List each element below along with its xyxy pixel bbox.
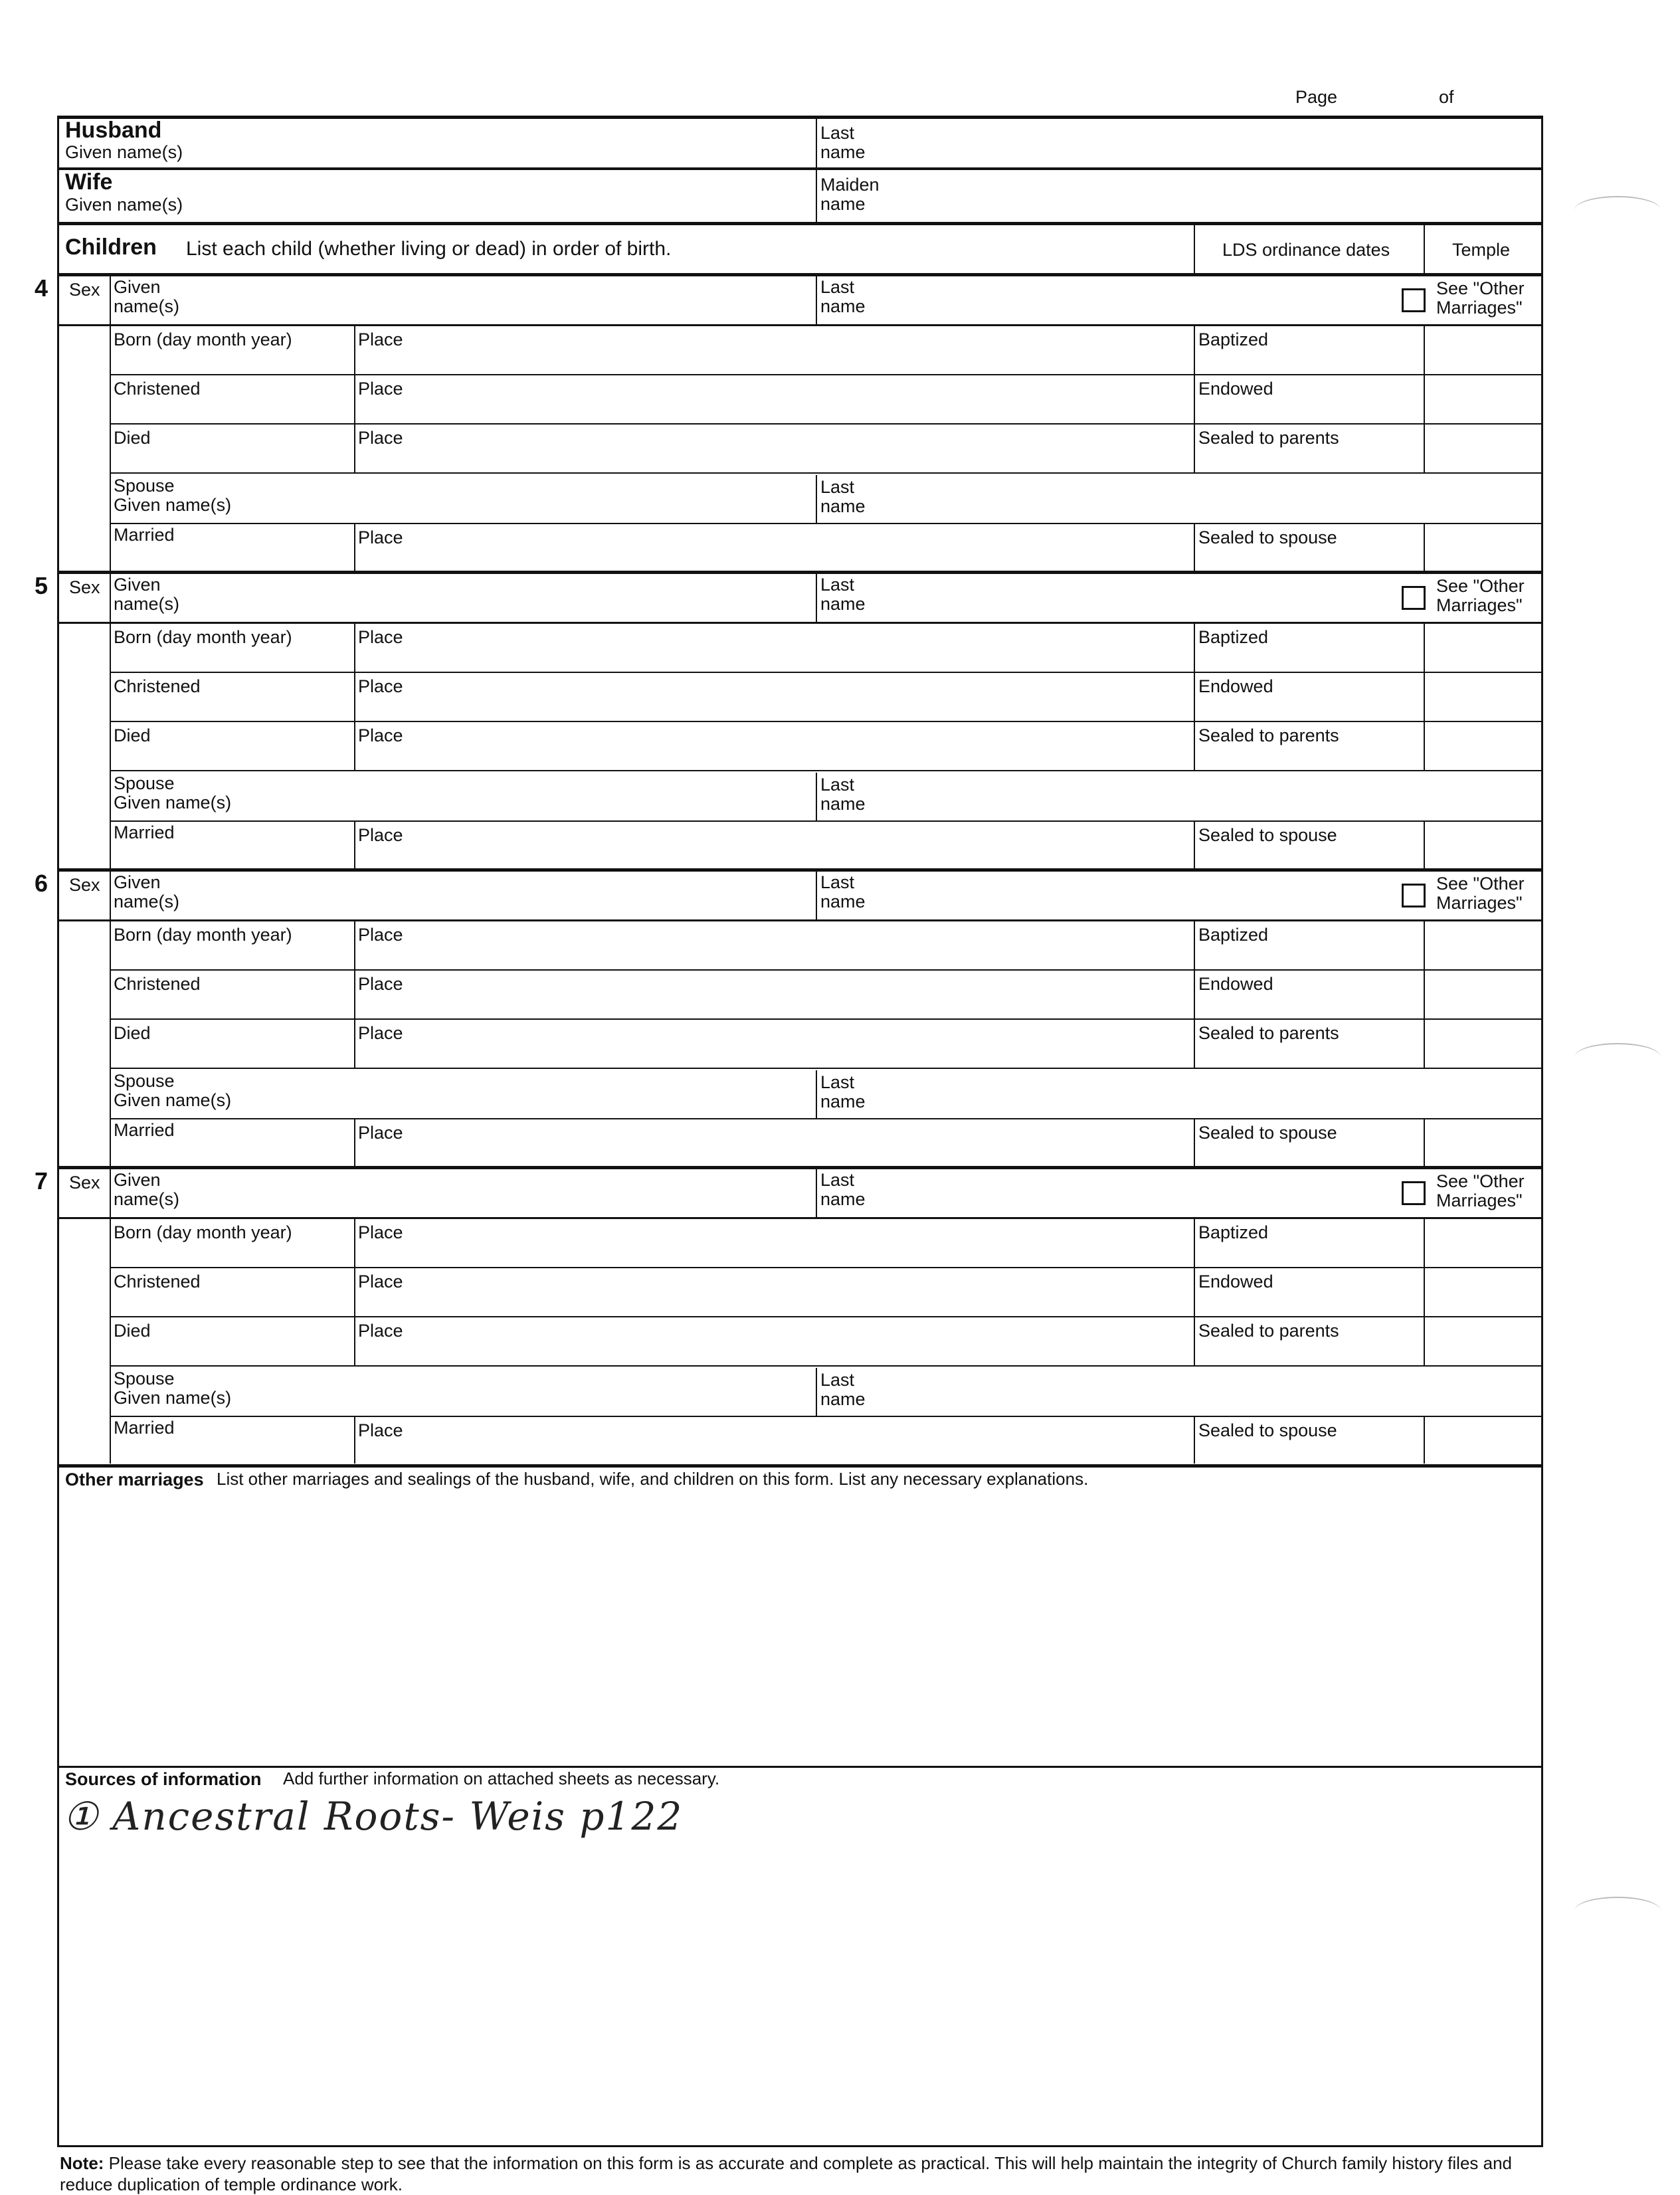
place-divider [354, 1219, 355, 1367]
child-number: 7 [35, 1167, 48, 1194]
child-married-place-field[interactable] [359, 1440, 1189, 1462]
child-sealed-to-spouse-date-field[interactable] [1198, 547, 1419, 569]
place-divider [354, 524, 355, 571]
child-sealed-to-spouse-temple-field[interactable] [1428, 1417, 1538, 1462]
child-baptized-temple-field[interactable] [1428, 624, 1538, 670]
child-sex-label: Sex [69, 280, 100, 300]
child-last-field[interactable] [890, 574, 1395, 620]
form-right-border [1541, 116, 1543, 2147]
row-divider [110, 1267, 1541, 1268]
child-given-label: Given name(s) [114, 277, 180, 316]
row-divider [110, 721, 1541, 722]
child-died-place-label: Place [358, 428, 403, 448]
child-christened-place-label: Place [358, 1272, 403, 1291]
child-died-place-field[interactable] [359, 1341, 1189, 1364]
child-spouse-label: Spouse Given name(s) [114, 476, 232, 515]
child-name-divider [816, 574, 817, 622]
see-other-marriages-checkbox[interactable] [1402, 586, 1426, 610]
child-given-field[interactable] [193, 276, 810, 323]
child-died-place-label: Place [358, 1321, 403, 1341]
husband-bottom-border [57, 167, 1543, 170]
child-born-place-label: Place [358, 925, 403, 945]
child-christened-place-field[interactable] [359, 1292, 1189, 1315]
child-baptized-temple-field[interactable] [1428, 326, 1538, 373]
child-born-date-field[interactable] [114, 648, 350, 670]
child-died-date-field[interactable] [114, 1044, 350, 1066]
row-divider [110, 423, 1541, 425]
child-endowed-label: Endowed [1198, 1272, 1273, 1291]
child-born-date-field[interactable] [114, 350, 350, 373]
child-married-place-label: Place [358, 1123, 403, 1143]
lds-divider [1194, 822, 1195, 868]
husband-given-label: Given name(s) [65, 142, 183, 162]
row-divider [110, 374, 1541, 375]
child-sealed-to-parents-date-field[interactable] [1198, 1341, 1419, 1364]
row-divider [110, 472, 1541, 474]
row-divider [110, 523, 1541, 524]
note-title: Note: [60, 2153, 104, 2173]
row-divider [110, 1365, 1541, 1367]
child-endowed-temple-field[interactable] [1428, 375, 1538, 422]
child-baptized-date-field[interactable] [1198, 1243, 1419, 1266]
child-baptized-label: Baptized [1198, 330, 1269, 349]
child-sealed-to-parents-label: Sealed to parents [1198, 1321, 1339, 1341]
child-married-place-field[interactable] [359, 844, 1189, 867]
temple-divider [1424, 624, 1425, 771]
child-sealed-to-parents-temple-field[interactable] [1428, 722, 1538, 769]
child-spouse-label: Spouse Given name(s) [114, 1369, 232, 1408]
child-married-date-field[interactable] [114, 1142, 350, 1165]
child-endowed-temple-field[interactable] [1428, 673, 1538, 719]
child-born-label: Born (day month year) [114, 330, 292, 349]
child-spouse-label: Spouse Given name(s) [114, 773, 232, 812]
child-born-place-field[interactable] [359, 1243, 1189, 1266]
child-christened-place-field[interactable] [359, 399, 1189, 422]
place-divider [354, 1417, 355, 1464]
lds-divider [1194, 524, 1195, 571]
child-given-label: Given name(s) [114, 575, 180, 614]
child-died-label: Died [114, 1321, 151, 1341]
child-born-place-field[interactable] [359, 648, 1189, 670]
lds-divider [1194, 1219, 1195, 1367]
child-baptized-label: Baptized [1198, 925, 1269, 945]
child-died-date-field[interactable] [114, 1341, 350, 1364]
child-sex-label: Sex [69, 577, 100, 597]
child-christened-place-label: Place [358, 379, 403, 399]
form-left-border [57, 116, 59, 2147]
child-spouse-last-label: Last name [820, 775, 866, 814]
child-last-label: Last name [820, 575, 866, 614]
child-died-place-field[interactable] [359, 1044, 1189, 1066]
child-endowed-temple-field[interactable] [1428, 1268, 1538, 1315]
child-died-date-field[interactable] [114, 448, 350, 471]
temple-divider [1424, 921, 1425, 1069]
lds-divider [1194, 1119, 1195, 1166]
child-endowed-date-field[interactable] [1198, 995, 1419, 1017]
child-given-label: Given name(s) [114, 872, 180, 911]
child-endowed-date-field[interactable] [1198, 1292, 1419, 1315]
child-christened-place-label: Place [358, 676, 403, 696]
child-given-field[interactable] [193, 872, 810, 918]
child-spouse-last-label: Last name [820, 477, 866, 516]
child-last-field[interactable] [890, 872, 1395, 918]
child-sealed-to-spouse-date-field[interactable] [1198, 1440, 1419, 1462]
child-spouse-last-label: Last name [820, 1072, 866, 1111]
place-divider [354, 326, 355, 474]
row-divider [110, 1018, 1541, 1020]
temple-divider [1424, 524, 1425, 571]
form-bottom-border [57, 2145, 1543, 2147]
sources-field[interactable] [61, 1794, 1539, 2139]
footer-note [60, 2152, 1548, 2195]
child-died-label: Died [114, 725, 151, 745]
spouse-name-divider [816, 1368, 817, 1416]
place-divider [354, 1119, 355, 1166]
see-other-marriages-checkbox[interactable] [1402, 288, 1426, 312]
child-died-place-label: Place [358, 1023, 403, 1043]
see-other-marriages-checkbox[interactable] [1402, 1181, 1426, 1205]
child-baptized-temple-field[interactable] [1428, 1219, 1538, 1266]
temple-divider [1424, 1219, 1425, 1367]
child-baptized-label: Baptized [1198, 627, 1269, 647]
row-divider [110, 672, 1541, 673]
child-baptized-date-field[interactable] [1198, 350, 1419, 373]
husband-last-field[interactable] [890, 120, 1535, 166]
lds-divider [1194, 326, 1195, 474]
child-name-divider [816, 872, 817, 919]
child-sealed-to-spouse-temple-field[interactable] [1428, 822, 1538, 867]
child-sealed-to-parents-label: Sealed to parents [1198, 725, 1339, 745]
child-endowed-label: Endowed [1198, 974, 1273, 994]
child-sealed-to-parents-temple-field[interactable] [1428, 1317, 1538, 1364]
child-sealed-to-parents-date-field[interactable] [1198, 448, 1419, 471]
row-divider [110, 1416, 1541, 1417]
child-died-date-field[interactable] [114, 746, 350, 769]
sources-instruction: Add further information on attached sheets as necessary. [283, 1768, 720, 1788]
spouse-name-divider [816, 1070, 817, 1118]
child-endowed-temple-field[interactable] [1428, 971, 1538, 1017]
sources-title: Sources of information [65, 1769, 262, 1789]
child-sealed-to-spouse-label: Sealed to spouse [1198, 1420, 1337, 1440]
temple-divider [1424, 822, 1425, 868]
child-married-place-label: Place [358, 1420, 403, 1440]
child-baptized-label: Baptized [1198, 1222, 1269, 1242]
temple-header-divider [1424, 225, 1425, 273]
temple-divider [1424, 1119, 1425, 1166]
child-given-field[interactable] [193, 1169, 810, 1216]
child-born-place-label: Place [358, 330, 403, 349]
child-born-place-label: Place [358, 627, 403, 647]
place-divider [354, 921, 355, 1069]
see-other-marriages-label: See "Other Marriages" [1436, 278, 1525, 318]
husband-given-field[interactable] [199, 120, 810, 166]
children-instruction: List each child (whether living or dead) in order of birth. [186, 238, 672, 260]
child-spouse-given-field[interactable] [279, 773, 810, 819]
child-last-field[interactable] [890, 276, 1395, 323]
page-label: Page [1295, 87, 1338, 107]
see-other-marriages-label: See "Other Marriages" [1436, 1171, 1525, 1210]
temple-divider [1424, 1417, 1425, 1464]
child-name-divider [816, 276, 817, 324]
husband-divider [816, 118, 817, 167]
child-born-place-label: Place [358, 1222, 403, 1242]
place-divider [354, 624, 355, 771]
note-text: Please take every reasonable step to see that the information on this form is as accurate and complete as practical. This will help maintain the integrity of Church family history files and reduce duplication of temple ordinance work. [60, 2153, 1513, 2194]
wife-bottom-border [57, 222, 1543, 225]
child-sealed-to-spouse-date-field[interactable] [1198, 1142, 1419, 1165]
lds-divider [1194, 1417, 1195, 1464]
lds-divider [1194, 921, 1195, 1069]
child-sex-label: Sex [69, 875, 100, 895]
place-divider [354, 822, 355, 868]
children-title: Children [65, 235, 157, 260]
child-born-place-field[interactable] [359, 945, 1189, 968]
wife-given-label: Given name(s) [65, 195, 183, 215]
child-died-label: Died [114, 1023, 151, 1043]
child-married-place-field[interactable] [359, 1142, 1189, 1165]
spouse-name-divider [816, 475, 817, 523]
other-marriages-title: Other marriages [65, 1470, 204, 1489]
husband-last-label: Last name [820, 123, 866, 162]
lds-ordinance-dates-label: LDS ordinance dates [1222, 240, 1390, 260]
other-marriages-instruction: List other marriages and sealings of the husband, wife, and children on this form. List any necessary explanations. [217, 1469, 1089, 1489]
lds-header-divider [1194, 225, 1195, 273]
child-endowed-date-field[interactable] [1198, 399, 1419, 422]
child-given-field[interactable] [193, 574, 810, 620]
child-born-label: Born (day month year) [114, 627, 292, 647]
child-spouse-last-field[interactable] [890, 475, 1535, 522]
child-sealed-to-spouse-temple-field[interactable] [1428, 1119, 1538, 1165]
child-christened-date-field[interactable] [114, 995, 350, 1017]
child-married-place-label: Place [358, 527, 403, 547]
wife-given-field[interactable] [199, 171, 810, 221]
child-sealed-to-spouse-label: Sealed to spouse [1198, 825, 1337, 845]
child-spouse-last-field[interactable] [890, 1070, 1535, 1117]
child-spouse-last-field[interactable] [890, 773, 1535, 819]
child-spouse-given-field[interactable] [279, 1070, 810, 1117]
child-christened-label: Christened [114, 974, 201, 994]
husband-title: Husband [65, 118, 162, 143]
child-died-label: Died [114, 428, 151, 448]
paper-edge-mark [1574, 1043, 1661, 1071]
child-christened-label: Christened [114, 379, 201, 399]
child-number: 5 [35, 572, 48, 599]
child-sealed-to-parents-temple-field[interactable] [1428, 1020, 1538, 1066]
child-last-field[interactable] [890, 1169, 1395, 1216]
child-last-label: Last name [820, 872, 866, 911]
row-divider [110, 770, 1541, 771]
row-divider [57, 1217, 1541, 1219]
child-married-date-field[interactable] [114, 1440, 350, 1462]
child-spouse-last-label: Last name [820, 1370, 866, 1409]
child-endowed-label: Endowed [1198, 676, 1273, 696]
child-married-label: Married [114, 525, 175, 545]
child-number: 4 [35, 274, 48, 302]
see-other-marriages-label: See "Other Marriages" [1436, 576, 1525, 615]
child-sealed-to-parents-label: Sealed to parents [1198, 1023, 1339, 1043]
child-sealed-to-spouse-label: Sealed to spouse [1198, 527, 1337, 547]
other-marriages-field[interactable] [61, 1495, 1539, 1761]
child-born-date-field[interactable] [114, 1243, 350, 1266]
row-divider [110, 820, 1541, 822]
child-baptized-date-field[interactable] [1198, 945, 1419, 968]
child-last-label: Last name [820, 277, 866, 316]
child-christened-date-field[interactable] [114, 697, 350, 719]
child-born-place-field[interactable] [359, 350, 1189, 373]
lds-divider [1194, 624, 1195, 771]
child-christened-place-label: Place [358, 974, 403, 994]
child-name-divider [816, 1169, 817, 1217]
see-other-marriages-checkbox[interactable] [1402, 884, 1426, 907]
child-sealed-to-spouse-date-field[interactable] [1198, 844, 1419, 867]
child-married-label: Married [114, 822, 175, 842]
child-born-date-field[interactable] [114, 945, 350, 968]
child-number: 6 [35, 870, 48, 897]
child-spouse-given-field[interactable] [279, 1368, 810, 1414]
child-sealed-to-parents-temple-field[interactable] [1428, 425, 1538, 471]
child-christened-label: Christened [114, 1272, 201, 1291]
child-married-date-field[interactable] [114, 844, 350, 867]
child-sealed-to-spouse-label: Sealed to spouse [1198, 1123, 1337, 1143]
paper-edge-mark [1574, 1897, 1661, 1925]
form-top-border [57, 116, 1543, 119]
sources-top-border [57, 1766, 1543, 1768]
child-given-label: Given name(s) [114, 1170, 180, 1209]
row-divider [110, 1068, 1541, 1069]
child-sealed-to-parents-date-field[interactable] [1198, 746, 1419, 769]
temple-divider [1424, 326, 1425, 474]
child-sealed-to-spouse-temple-field[interactable] [1428, 524, 1538, 569]
child-last-label: Last name [820, 1170, 866, 1209]
child-endowed-label: Endowed [1198, 379, 1273, 399]
child-married-label: Married [114, 1120, 175, 1140]
child-married-place-field[interactable] [359, 547, 1189, 569]
wife-divider [816, 170, 817, 223]
wife-maiden-field[interactable] [890, 171, 1535, 221]
child-spouse-last-field[interactable] [890, 1368, 1535, 1414]
child-christened-label: Christened [114, 676, 201, 696]
child-born-label: Born (day month year) [114, 1222, 292, 1242]
sources-handwritten-entry: ① Ancestral Roots- Weis p122 [63, 1794, 684, 1839]
wife-title: Wife [65, 169, 113, 195]
row-divider [57, 919, 1541, 921]
spouse-name-divider [816, 773, 817, 820]
child-christened-date-field[interactable] [114, 399, 350, 422]
row-divider [57, 324, 1541, 326]
child-married-date-field[interactable] [114, 547, 350, 569]
temple-label: Temple [1452, 240, 1511, 260]
child-christened-place-field[interactable] [359, 697, 1189, 719]
child-married-label: Married [114, 1418, 175, 1438]
row-divider [110, 969, 1541, 971]
child-sex-label: Sex [69, 1173, 100, 1193]
see-other-marriages-label: See "Other Marriages" [1436, 874, 1525, 913]
child-died-place-label: Place [358, 725, 403, 745]
child-sealed-to-parents-date-field[interactable] [1198, 1044, 1419, 1066]
child-married-place-label: Place [358, 825, 403, 845]
child-endowed-date-field[interactable] [1198, 697, 1419, 719]
child-spouse-label: Spouse Given name(s) [114, 1071, 232, 1110]
child-spouse-given-field[interactable] [279, 475, 810, 522]
row-divider [57, 622, 1541, 624]
child-sealed-to-parents-label: Sealed to parents [1198, 428, 1339, 448]
of-label: of [1439, 87, 1454, 107]
child-baptized-date-field[interactable] [1198, 648, 1419, 670]
child-christened-place-field[interactable] [359, 995, 1189, 1017]
child-born-label: Born (day month year) [114, 925, 292, 945]
row-divider [110, 1316, 1541, 1317]
child-died-place-field[interactable] [359, 448, 1189, 471]
paper-edge-mark [1574, 196, 1661, 224]
child-baptized-temple-field[interactable] [1428, 921, 1538, 968]
other-marriages-top-border [57, 1464, 1543, 1468]
child-christened-date-field[interactable] [114, 1292, 350, 1315]
wife-maiden-label: Maiden name [820, 175, 880, 214]
row-divider [110, 1118, 1541, 1119]
child-died-place-field[interactable] [359, 746, 1189, 769]
